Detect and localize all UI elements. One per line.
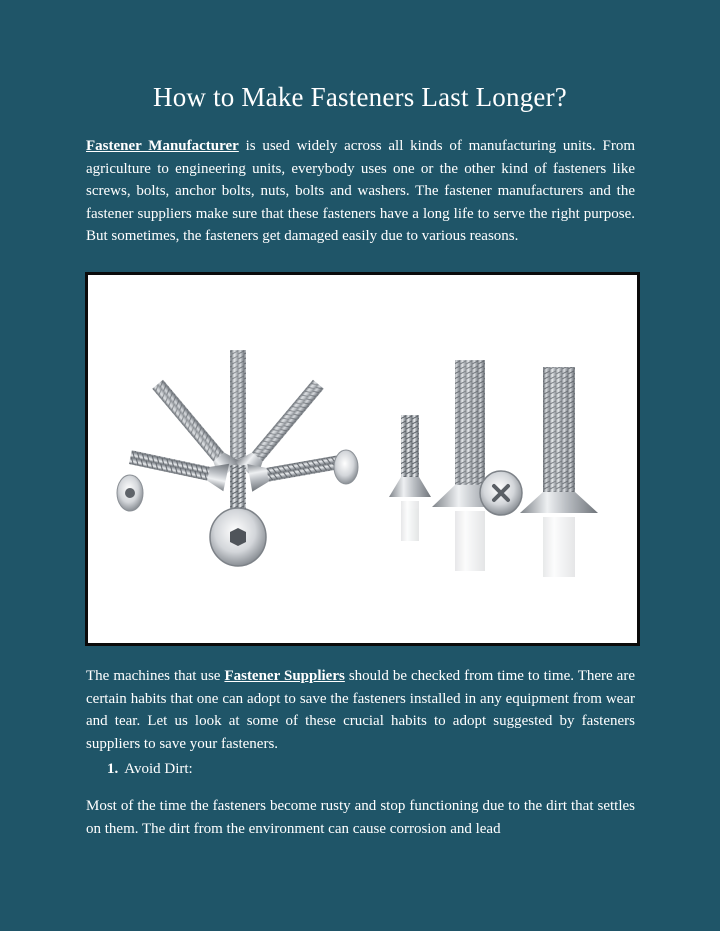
fasteners-photo	[85, 272, 640, 646]
screws-illustration	[88, 275, 637, 643]
screw-group-right	[389, 360, 598, 577]
page-title: How to Make Fasteners Last Longer?	[153, 82, 567, 112]
list-number: 1.	[107, 761, 119, 777]
fastener-suppliers-link[interactable]: Fastener Suppliers	[224, 668, 345, 684]
body-paragraph	[86, 665, 635, 755]
list-item	[107, 761, 193, 778]
body-text-after: should be checked from time to time. There are certain habits that one can adopt to save the fasteners installed in any equipment from wear and tear. Let us look at some of these crucial habits to adopt suggested by fasteners suppliers to save your fasteners.	[86, 668, 635, 752]
body-text-before: The machines that use	[86, 668, 225, 684]
intro-text: is used widely across all kinds of manufacturing units. From agriculture to engineering units, everybody uses one or the other kind of fasteners like screws, bolts, anchor bolts, nuts, bolts and washers. The fastener manufacturers and the fastener suppliers make sure that these fasteners have a long life to serve the right purpose. But sometimes, the fasteners get damaged easily due to various reasons.	[86, 138, 635, 244]
list-label: Avoid Dirt:	[124, 761, 193, 777]
screw-group-left	[117, 350, 358, 566]
dirt-paragraph: Most of the time the fasteners become rusty and stop functioning due to the dirt that settles on them. The dirt from the environment can cause corrosion and lead	[86, 798, 635, 837]
intro-paragraph	[86, 135, 635, 248]
photo-canvas	[88, 275, 637, 643]
fastener-manufacturer-link[interactable]: Fastener Manufacturer	[86, 138, 239, 154]
